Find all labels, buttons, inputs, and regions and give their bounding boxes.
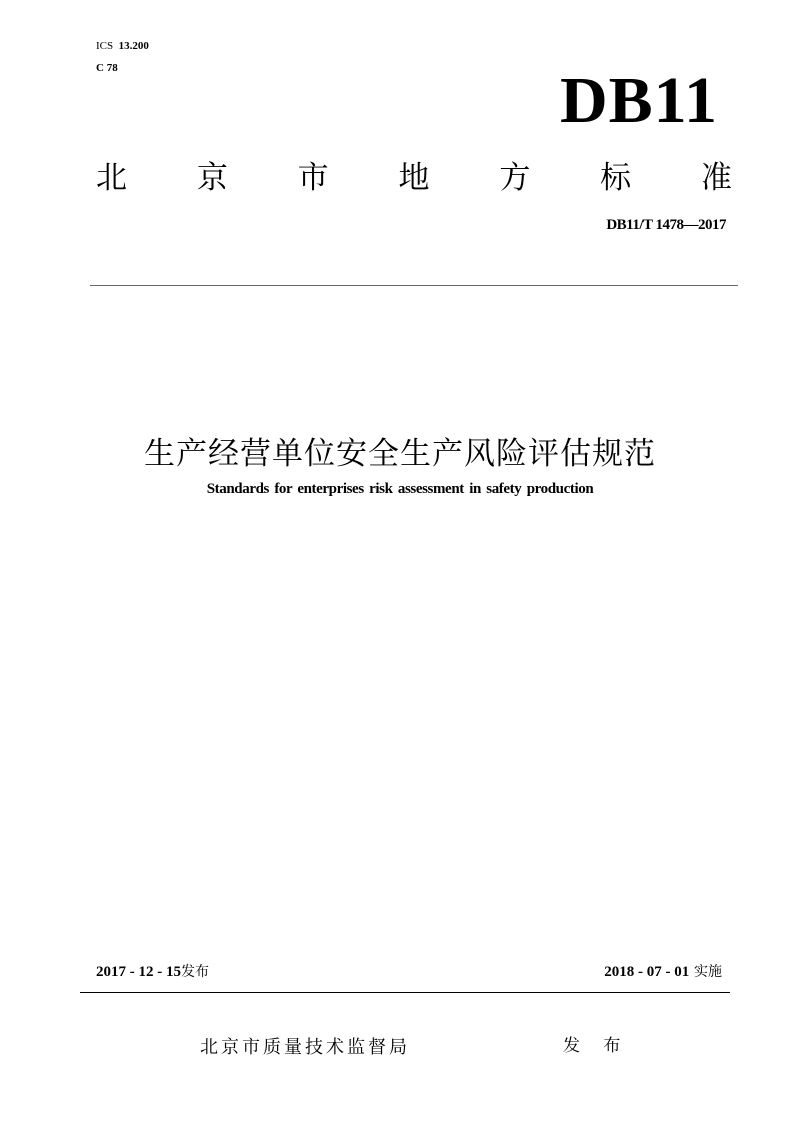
issue-date-label: 发布: [181, 964, 209, 980]
footer-divider: [80, 992, 730, 993]
implementation-date-label: 实施: [694, 964, 722, 980]
standard-type-char: 地: [398, 160, 430, 196]
publish-label: 发 布: [563, 1036, 630, 1056]
standard-number: DB11/T 1478—2017: [606, 217, 726, 233]
header-divider: [90, 285, 738, 286]
standard-type-char: 京: [196, 160, 228, 196]
standard-type-heading: [96, 158, 732, 198]
issue-date-value: 2017 - 12 - 15: [96, 964, 181, 980]
ics-code: 13.200: [118, 40, 149, 52]
implementation-date: [604, 962, 722, 981]
title-chinese: 生产经营单位安全生产风险评估规范: [144, 436, 656, 472]
publisher-name: 北京市质量技术监督局: [200, 1037, 410, 1058]
standard-type-char: 准: [700, 160, 732, 196]
title-english: Standards for enterprises risk assessment in safety production: [206, 481, 594, 497]
ics-label: ICS: [96, 40, 114, 52]
standard-type-char: 方: [499, 160, 531, 196]
standard-type-char: 北: [96, 160, 127, 196]
ics-code-line: [96, 40, 149, 53]
issue-date: [96, 962, 209, 981]
standard-type-char: 市: [297, 160, 329, 196]
implementation-date-value: 2018 - 07 - 01: [604, 964, 690, 980]
standard-logo: DB11: [559, 64, 718, 137]
standard-type-char: 标: [600, 160, 632, 196]
ccs-code: C 78: [96, 62, 118, 74]
